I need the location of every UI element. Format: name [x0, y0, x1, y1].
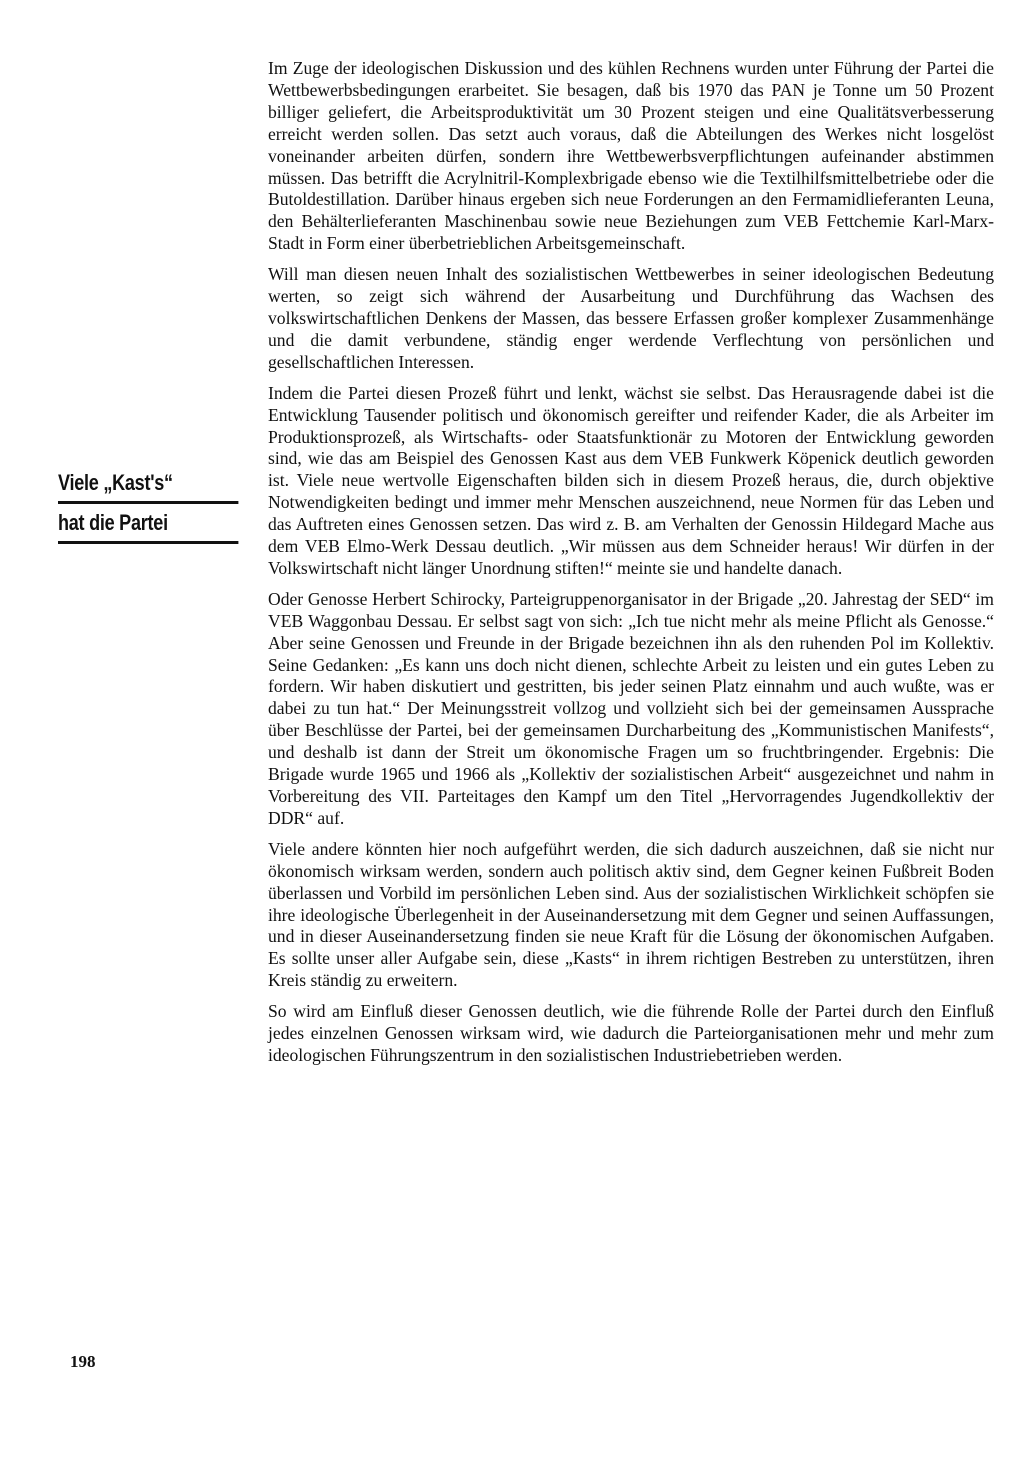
- paragraph-herbert-schirocky: Oder Genosse Herbert Schirocky, Parteigruppenorganisator in der Brigade „20. Jahrestag der SED“ im VEB Waggonbau Dessau. Er selbst sagt von sich: „Ich tue nicht mehr als meine Pflicht als Genosse.“ Aber seine Genossen und Freunde in der Brigade bezeichnen ihn als den ruhenden Pol im Kollektiv. Seine Gedanken: „Es kann uns doch nicht dienen, schlechte Arbeit zu leisten und ein gutes Leben zu fordern. Wir haben diskutiert und gestritten, bis jeder seinen Platz einnahm und auch wußte, was er dabei zu tun hat.“ Der Meinungsstreit vollzog und vollzieht sich bei der gemeinsamen Aussprache über Beschlüsse der Partei, bei der gemeinsamen Durcharbeitung des „Kommunistischen Manifests“, und deshalb ist dann der Streit um ökonomische Fragen um so fruchtbringender. Ergebnis: Die Brigade wurde 1965 und 1966 als „Kollektiv der sozialistischen Arbeit“ ausgezeichnet und nahm in Vorbereitung des VII. Parteitages den Kampf um den Titel „Hervorragendes Jugendkollektiv der DDR“ auf.: [268, 588, 994, 828]
- body-text-column: [268, 58, 994, 1076]
- paragraph-partei-waechst: Indem die Partei diesen Prozeß führt und lenkt, wächst sie selbst. Das Herausragende dabei ist die Entwicklung Tausender politisch und ökonomisch gereifter und reifender Kader, die als Arbeiter im Produktionsprozeß, als Wirtschafts- oder Staatsfunktionär zu Motoren der Entwicklung geworden sind, wie das am Beispiel des Genossen Kast aus dem VEB Funkwerk Köpenick deutlich geworden ist. Viele neue wertvolle Eigenschaften bilden sich in diesem Prozeß heraus, die, durch objektive Notwendigkeiten bedingt und immer mehr Menschen auszeichnend, neue Normen für das Leben und das Auftreten eines Genossen setzen. Das wird z. B. am Verhalten der Genossin Hildegard Mache aus dem VEB Elmo-Werk Dessau deutlich. „Wir müssen aus dem Schneider heraus! Wir dürfen in der Volkswirtschaft nicht länger Unordnung stiften!“ meinte sie und handelte danach.: [268, 382, 994, 578]
- page-number: 198: [70, 1352, 96, 1371]
- margin-heading-line-2: hat die Partei: [58, 506, 238, 544]
- margin-heading-line-1: Viele „Kast's“: [58, 466, 238, 504]
- paragraph-ideologische-bedeutung: Will man diesen neuen Inhalt des sozialistischen Wettbewerbes in seiner ideologischen Bedeutung werten, so zeigt sich während der Ausarbeitung und Durchführung das Wachsen des volkswirtschaftlichen Denkens der Massen, das bessere Erfassen großer komplexer Zusammenhänge und die damit verbundene, ständig enger werdende Verflechtung von persönlichen und gesellschaftlichen Interessen.: [268, 264, 994, 372]
- margin-heading: [58, 466, 211, 546]
- paragraph-viele-andere: Viele andere könnten hier noch aufgeführt werden, die sich dadurch auszeichnen, daß sie nicht nur ökonomisch wirksam werden, sondern auch politisch aktiv sind, dem Gegner keinen Fußbreit Boden überlassen und Vorbild im persönlichen Leben sind. Aus der sozialistischen Wirklichkeit schöpfen sie ihre ideologische Überlegenheit in der Auseinandersetzung mit dem Gegner und seinen Auffassungen, und in dieser Auseinandersetzung finden sie neue Kraft für die Lösung der ökonomischen Aufgaben. Es sollte unser aller Aufgabe sein, diese „Kasts“ in ihrem richtigen Bestreben zu unterstützen, ihren Kreis ständig zu erweitern.: [268, 838, 994, 991]
- paragraph-fuehrende-rolle: So wird am Einfluß dieser Genossen deutlich, wie die führende Rolle der Partei durch den Einfluß jedes einzelnen Genossen wirksam wird, wie dadurch die Parteiorganisationen mehr und mehr zum ideologischen Führungszentrum in den sozialistischen Industriebetrieben werden.: [268, 1001, 994, 1065]
- paragraph-wettbewerbsbedingungen: Im Zuge der ideologischen Diskussion und des kühlen Rechnens wurden unter Führung der Partei die Wettbewerbsbedingungen erarbeitet. Sie besagen, daß bis 1970 das PAN je Tonne um 50 Prozent billiger geliefert, die Arbeitsproduktivität um 30 Prozent steigen und eine Qualitätsverbesserung erreicht werden sollen. Das setzt auch voraus, daß die Abteilungen des Werkes nicht losgelöst voneinander arbeiten dürfen, sondern ihre Wettbewerbsverpflichtungen aufeinander abstimmen müssen. Das betrifft die Acrylnitril-Komplexbrigade ebenso wie die Textilhilfsmittelbetriebe oder die Butoldestillation. Darüber hinaus ergeben sich neue Forderungen an den Fermamidlieferanten Leuna, den Behälterlieferanten Maschinenbau sowie neue Beziehungen zum VEB Fettchemie Karl-Marx-Stadt in Form einer überbetrieblichen Arbeitsgemeinschaft.: [268, 58, 994, 254]
